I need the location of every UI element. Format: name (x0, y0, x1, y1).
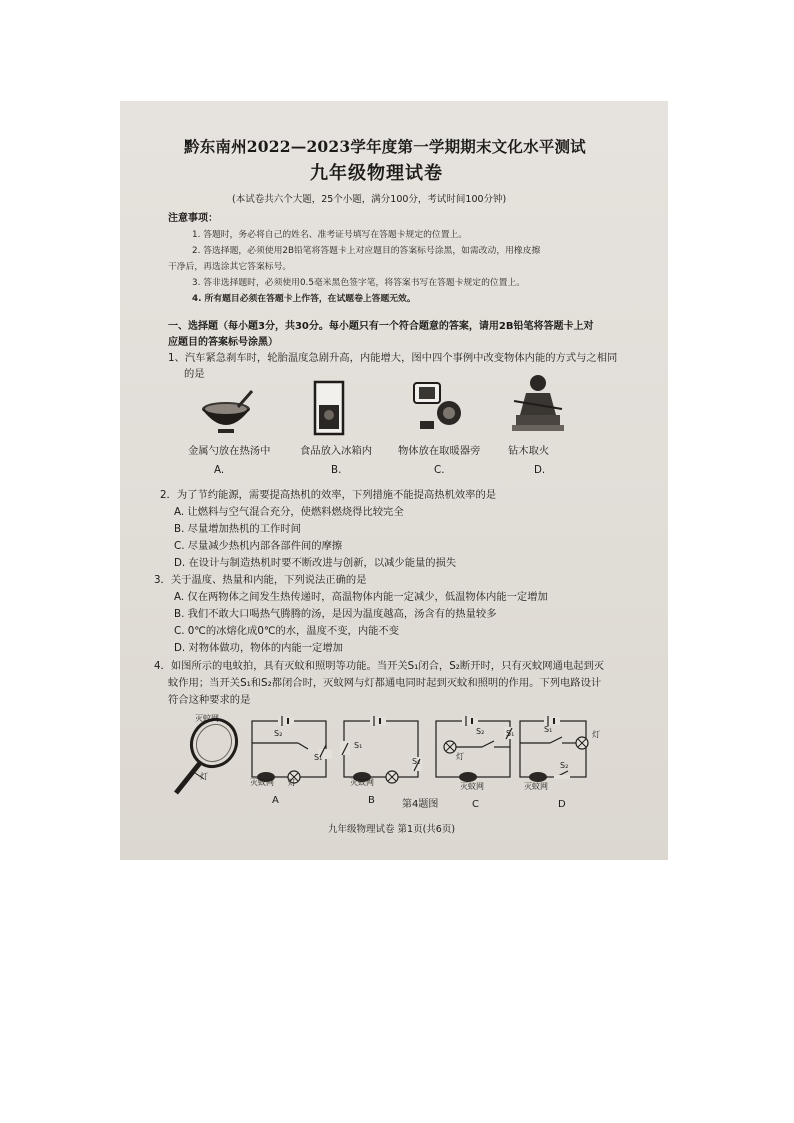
note-item: 2. 答选择题，必须使用2B铅笔将答题卡上对应题目的答案标号涂黑，如需改动，用橡皮擦 (192, 246, 541, 256)
circuit-b-s1: S₁ (354, 741, 363, 750)
question-4-stem: 4．如图所示的电蚊拍，具有灭蚊和照明等功能。当开关S₁闭合，S₂断开时，只有灭蚊网通电起到灭 (154, 660, 605, 672)
circuit-a-lamp: 灯 (288, 778, 296, 787)
circuit-d-label: D (558, 799, 566, 810)
device-net-label: 灭蚊网 (195, 714, 219, 723)
page-footer: 九年级物理试卷 第1页(共6页) (328, 824, 456, 835)
question-4-stem-cont2: 符合这种要求的是 (168, 694, 251, 706)
device-lamp-label: 灯 (200, 772, 208, 781)
circuit-c-net: 灭蚊网 (460, 782, 484, 791)
notes-heading: 注意事项： (168, 213, 218, 224)
circuit-b-label: B (368, 795, 375, 806)
q2-option-b: B. 尽量增加热机的工作时间 (174, 523, 301, 535)
section-heading: 一、选择题（每小题3分，共30分。每小题只有一个符合题意的答案，请用2B铅笔将答题卡上对 (168, 321, 594, 332)
circuit-c-s1: S₁ (506, 729, 515, 738)
question-4-stem-cont: 蚊作用；当开关S₁和S₂都闭合时，灭蚊网与灯都通电同时起到灭蚊和照明的作用。下列电路设计 (168, 677, 602, 689)
circuit-d-lamp: 灯 (592, 730, 600, 739)
q1-label-c: C. (434, 464, 445, 476)
q1-caption-c: 物体放在取暖器旁 (398, 445, 481, 457)
q3-option-d: D. 对物体做功，物体的内能一定增加 (174, 642, 343, 654)
q1-caption-a: 金属勺放在热汤中 (188, 445, 271, 457)
question-3-stem: 3．关于温度、热量和内能，下列说法正确的是 (154, 574, 367, 586)
circuit-a-s2: S₂ (274, 729, 283, 738)
circuit-a-label: A (272, 795, 279, 806)
q3-option-a: A. 仅在两物体之间发生热传递时，高温物体内能一定减少，低温物体内能一定增加 (174, 591, 548, 603)
section-heading-cont: 应题目的答案标号涂黑） (168, 337, 278, 348)
note-item: 1. 答题时，务必将自己的姓名、准考证号填写在答题卡规定的位置上。 (192, 230, 468, 240)
exam-subject-title: 九年级物理试卷 (310, 163, 443, 184)
note-item: 干净后，再选涂其它答案标号。 (168, 262, 292, 272)
circuit-b-net: 灭蚊网 (350, 778, 374, 787)
bowl-spoon-icon (198, 387, 258, 437)
circuit-b-s2: S₂ (412, 757, 421, 766)
fridge-icon (312, 379, 348, 437)
q1-label-b: B. (331, 464, 342, 476)
circuit-d-s2: S₂ (560, 761, 569, 770)
circuit-d-net: 灭蚊网 (524, 782, 548, 791)
circuit-c-s2: S₂ (476, 727, 485, 736)
q1-label-d: D. (534, 464, 546, 476)
exam-title: 黔东南州2022—2023学年度第一学期期末文化水平测试 (184, 137, 586, 156)
q2-option-c: C. 尽量减少热机内部各部件间的摩擦 (174, 540, 343, 552)
heater-icon (408, 379, 468, 433)
exam-subtitle: (本试卷共六个大题，25个小题，满分100分，考试时间100分钟) (232, 194, 507, 205)
circuit-d-s1: S₁ (544, 725, 553, 734)
drill-fire-icon (510, 371, 566, 435)
circuit-a-s1: S₁ (314, 753, 323, 762)
circuit-c-diagram (432, 713, 516, 789)
note-item: 3. 答非选择题时，必须使用0.5毫米黑色签字笔，将答案书写在答题卡规定的位置上。 (192, 278, 526, 288)
question-1-stem: 1、汽车紧急刹车时，轮胎温度急剧升高，内能增大，图中四个事例中改变物体内能的方式与之相同 (168, 352, 618, 364)
q1-caption-b: 食品放入冰箱内 (300, 445, 373, 457)
question-1-stem-cont: 的是 (184, 368, 205, 380)
q3-option-b: B. 我们不敢大口喝热气腾腾的汤，是因为温度越高，汤含有的热量较多 (174, 608, 497, 620)
figure-title: 第4题图 (402, 799, 439, 810)
q2-option-d: D. 在设计与制造热机时要不断改进与创新，以减少能量的损失 (174, 557, 457, 569)
question-2-stem: 2．为了节约能源，需要提高热机的效率，下列措施不能提高热机效率的是 (160, 489, 497, 501)
q1-caption-d: 钻木取火 (508, 445, 550, 457)
circuit-c-lamp: 灯 (456, 752, 464, 761)
scanned-exam-page (120, 101, 668, 860)
mosquito-racket-icon (162, 713, 250, 799)
q3-option-c: C. 0℃的冰熔化成0℃的水，温度不变，内能不变 (174, 625, 400, 637)
note-item: 4. 所有题目必须在答题卡上作答，在试题卷上答题无效。 (192, 294, 416, 304)
circuit-c-label: C (472, 799, 479, 810)
circuit-a-net: 灭蚊网 (250, 778, 274, 787)
q2-option-a: A. 让燃料与空气混合充分，使燃料燃烧得比较完全 (174, 506, 404, 518)
q1-label-a: A. (214, 464, 225, 476)
circuit-d-diagram (516, 713, 600, 789)
